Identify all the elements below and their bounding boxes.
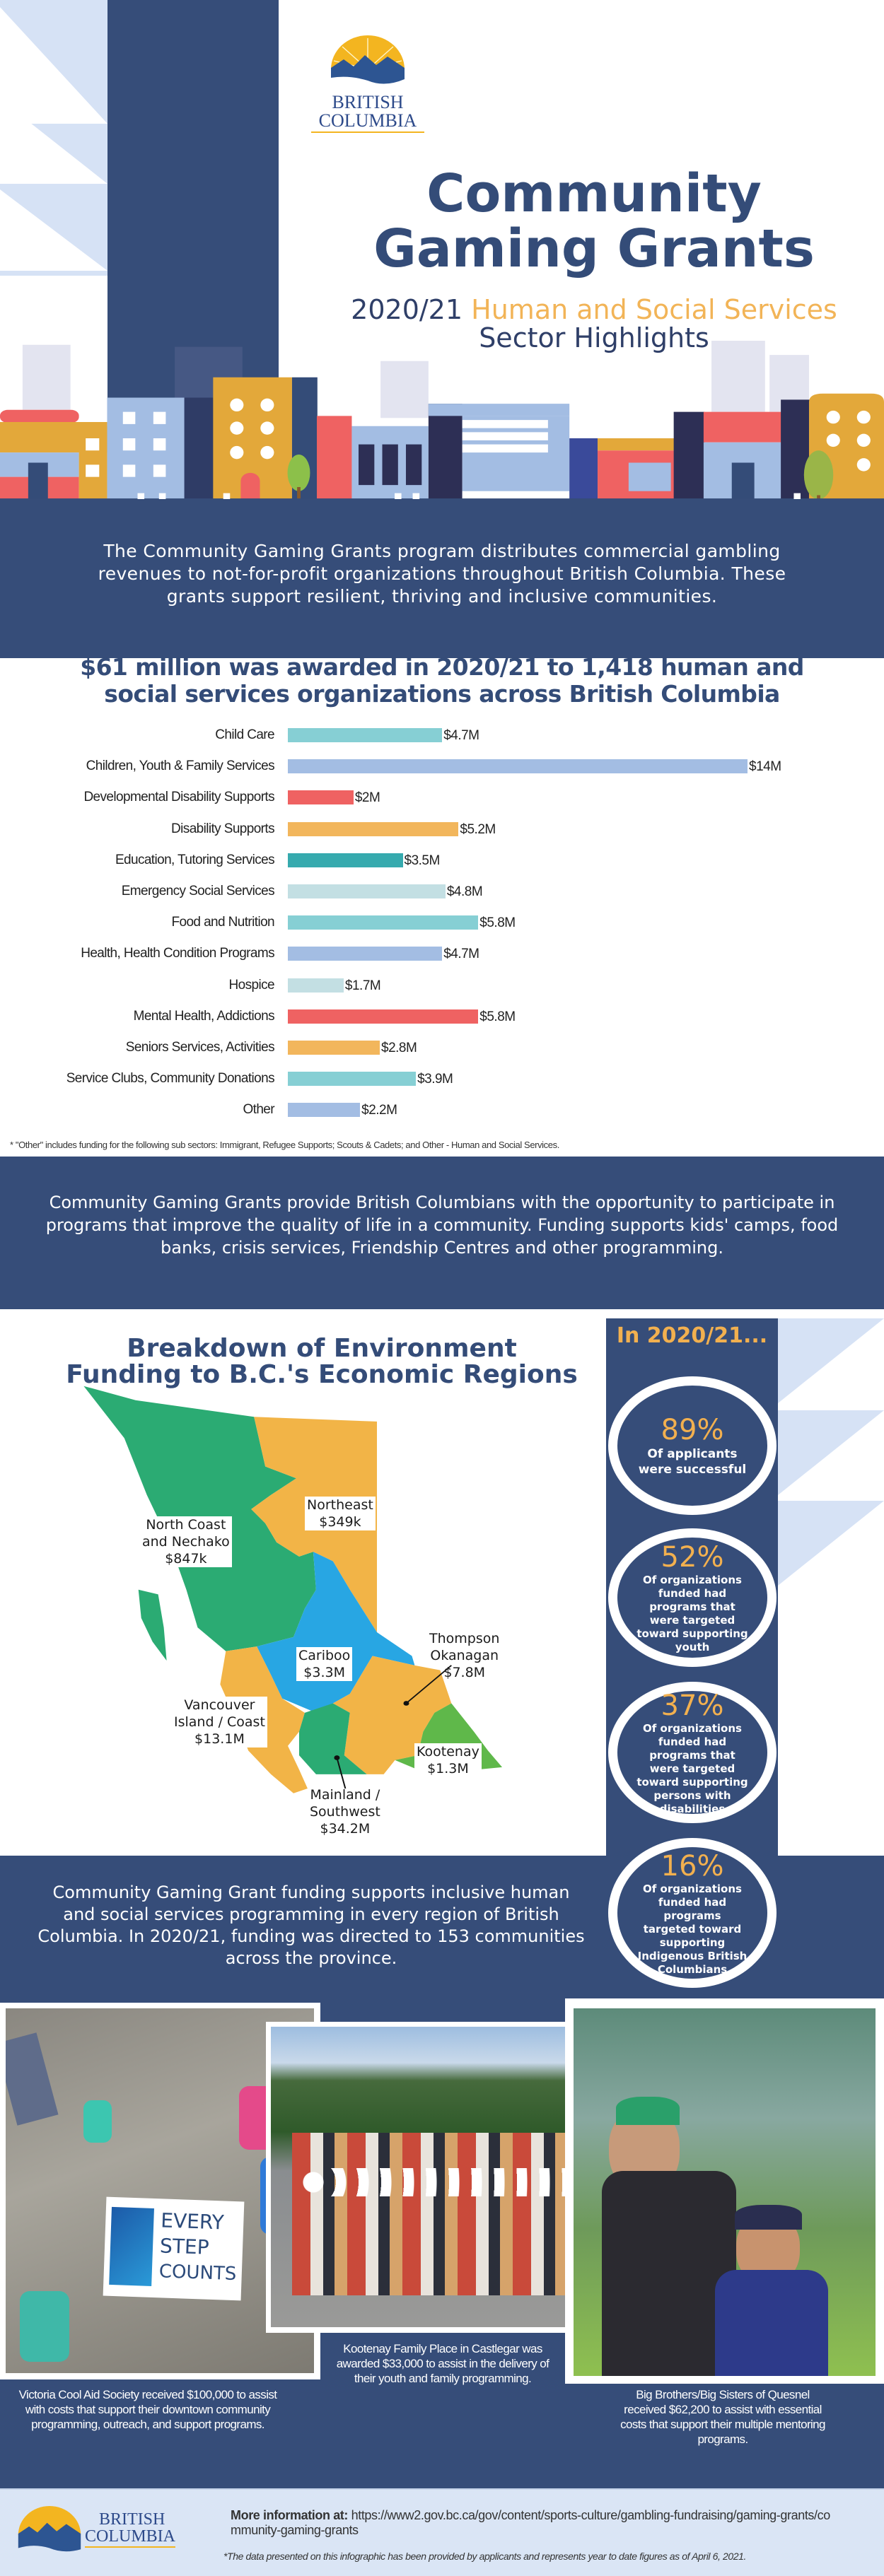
logo-text-columbia: COLUMBIA [311, 110, 424, 133]
bar-label: Child Care [215, 727, 274, 742]
bar-value-label: $5.8M [479, 1009, 516, 1024]
bar-value-label: $4.7M [443, 947, 479, 962]
bar [288, 978, 344, 993]
sign-text: COUNTS [158, 2261, 237, 2285]
photo-kootenay-family-place [271, 2027, 600, 2327]
bar-label: Mental Health, Addictions [133, 1008, 274, 1024]
region-name: and Nechako [142, 1534, 230, 1550]
bc-logo [311, 35, 424, 134]
sign-text: EVERY [160, 2208, 225, 2235]
bar-value-label: $3.5M [404, 853, 440, 868]
bar-label: Service Clubs, Community Donations [66, 1071, 274, 1087]
label-kootenay [414, 1743, 482, 1777]
bar-label: Health, Health Condition Programs [81, 946, 274, 961]
bar-label: Emergency Social Services [121, 884, 274, 898]
caption-kootenay-family-place: Kootenay Family Place in Castlegar was awarded $33,000 to assist in the delivery of their youth and family programming. [336, 2342, 549, 2385]
region-amount: $349k [319, 1514, 361, 1530]
map-title-line1: Breakdown of Environment [127, 1334, 517, 1363]
region-amount: $7.8M [443, 1665, 486, 1680]
bar [288, 1041, 380, 1055]
subtitle-year: 2020/21 [351, 294, 463, 325]
more-info-link[interactable]: https://www2.gov.bc.ca/gov/content/sports-culture/gambling-fundraising/gaming-grants/community-gaming-grants [231, 2508, 830, 2537]
label-cariboo [296, 1647, 352, 1681]
every-step-counts-sign [103, 2197, 245, 2301]
stat-circle-disabilities [608, 1682, 777, 1823]
more-info-label: More information at: [231, 2508, 348, 2522]
bar [288, 915, 478, 930]
region-name: Southwest [310, 1804, 380, 1820]
stat-percent: 37% [661, 1689, 724, 1722]
region-name: Mainland / [310, 1787, 380, 1803]
region-name: North Coast [146, 1517, 226, 1533]
stats-heading: In 2020/21... [616, 1323, 768, 1348]
bar-value-label: $5.2M [460, 821, 496, 837]
stat-percent: 16% [661, 1849, 724, 1883]
bar-label: Developmental Disability Supports [83, 790, 274, 805]
communities-text: Community Gaming Grant funding supports inclusive human and social services programming in every region of British Columbia. In 2020/21, funding was directed to 153 communities across the province. [37, 1883, 585, 1968]
bar-value-label: $5.8M [479, 915, 516, 931]
bar-label: Children, Youth & Family Services [86, 759, 274, 774]
stat-text: Of organizations funded had programs that were targeted toward supporting persons with disabilities [636, 1721, 748, 1815]
photo-big-brothers-big-sisters [574, 2008, 876, 2376]
page-title-line2: Gaming Grants [373, 218, 815, 279]
region-amount: $3.3M [303, 1665, 345, 1680]
sign-text: STEP [159, 2234, 210, 2259]
stat-circle-youth [608, 1528, 777, 1667]
bar-label: Hospice [228, 977, 274, 993]
subtitle-sector: Human and Social Services [471, 294, 837, 325]
bar-label: Other [243, 1102, 274, 1118]
bar-value-label: $4.8M [446, 884, 483, 899]
bar-label: Education, Tutoring Services [115, 852, 274, 867]
page-subtitle [304, 294, 884, 325]
region-name: Island / Coast [174, 1714, 265, 1730]
bar [288, 822, 458, 836]
caption-victoria-cool-aid: Victoria Cool Aid Society received $100,000 to assist with costs that support their downtown community programming, outreach, and support programs. [18, 2388, 277, 2431]
label-northeast [305, 1497, 376, 1530]
bar [288, 853, 403, 867]
region-amount: $13.1M [194, 1731, 245, 1747]
footer-logo-british: BRITISH [99, 2510, 165, 2529]
bar [288, 759, 748, 773]
region-name: Thompson [429, 1631, 500, 1646]
stat-text: Of applicants were successful [638, 1447, 747, 1477]
chart-title: $61 million was awarded in 2020/21 to 1,418 human and social services organizations across British Columbia [80, 653, 804, 708]
stat-percent: 89% [661, 1414, 724, 1446]
sun-mountain-icon [328, 35, 407, 92]
region-amount: $1.3M [427, 1761, 469, 1776]
bar [288, 728, 442, 742]
bar [288, 1072, 416, 1086]
region-amount: $847k [165, 1551, 207, 1567]
region-haida-gwaii [139, 1590, 167, 1661]
stat-text: Of organizations funded had programs targeted toward supporting Indigenous British Columbians [637, 1882, 748, 1976]
stat-circle-applicants [608, 1376, 777, 1515]
sun-mountain-icon [14, 2506, 85, 2554]
bar [288, 1009, 478, 1024]
bar [288, 790, 354, 804]
bar [288, 884, 446, 898]
label-north-coast [140, 1516, 232, 1567]
bar-value-label: $1.7M [344, 978, 381, 993]
bar-value-label: $2.2M [361, 1103, 397, 1118]
programs-text: Community Gaming Grants provide British Columbians with the opportunity to participate in programs that improve the quality of life in a community. Funding supports kids' camps, food banks, crisis services, Friendship Centres and other programming. [45, 1193, 839, 1258]
city-skyline-illustration [0, 341, 884, 503]
stat-text: Of organizations funded had programs that were targeted toward supporting youth [636, 1574, 748, 1653]
triangle-pattern-right [778, 1318, 884, 1587]
stat-percent: 52% [661, 1541, 724, 1574]
bar-value-label: $3.9M [417, 1072, 453, 1087]
chart-footnote: * "Other" includes funding for the following sub sectors: Immigrant, Refugee Supports; Scouts & Cadets; and Other - Human and Social Services. [10, 1140, 559, 1150]
region-name: Kootenay [417, 1744, 479, 1760]
caption-big-brothers: Big Brothers/Big Sisters of Quesnel received $62,200 to assist with essential costs that support their multiple mentoring programs. [620, 2388, 825, 2446]
logo-text-british: BRITISH [332, 92, 404, 112]
bar-value-label: $2.8M [381, 1041, 417, 1055]
bar [288, 1103, 360, 1117]
label-thompson-okanagan [427, 1630, 501, 1681]
page-subtitle-line2: Sector Highlights [479, 322, 709, 353]
region-name: Northeast [307, 1497, 373, 1513]
bar-value-label: $14M [749, 759, 781, 775]
bar-label: Food and Nutrition [171, 915, 274, 930]
bar-value-label: $4.7M [443, 728, 479, 743]
more-info [231, 2508, 832, 2538]
footer-bc-logo [14, 2506, 191, 2555]
bar-value-label: $2M [354, 790, 380, 806]
bar [288, 947, 442, 961]
region-name: Okanagan [430, 1648, 499, 1663]
region-name: Cariboo [298, 1648, 351, 1663]
bar-label: Disability Supports [171, 821, 274, 836]
page-title-line1: Community [426, 163, 762, 224]
footer-logo-columbia: COLUMBIA [85, 2527, 175, 2548]
data-disclaimer: *The data presented on this infographic has been provided by applicants and represents year to date figures as of April 6, 2021. [223, 2551, 747, 2562]
bar-label: Seniors Services, Activities [125, 1040, 274, 1055]
region-amount: $34.2M [320, 1821, 371, 1837]
label-mainland-southwest [308, 1786, 383, 1837]
map-title-line2: Funding to B.C.'s Economic Regions [66, 1360, 578, 1389]
region-name: Vancouver [184, 1697, 255, 1713]
triangle-pattern [0, 0, 107, 276]
intro-text: The Community Gaming Grants program distributes commercial gambling revenues to not-for-profit organizations throughout British Columbia. These grants support resilient, thriving and inclusive communities. [98, 541, 786, 607]
label-vancouver-island [172, 1697, 267, 1747]
stat-circle-indigenous [608, 1838, 777, 1988]
